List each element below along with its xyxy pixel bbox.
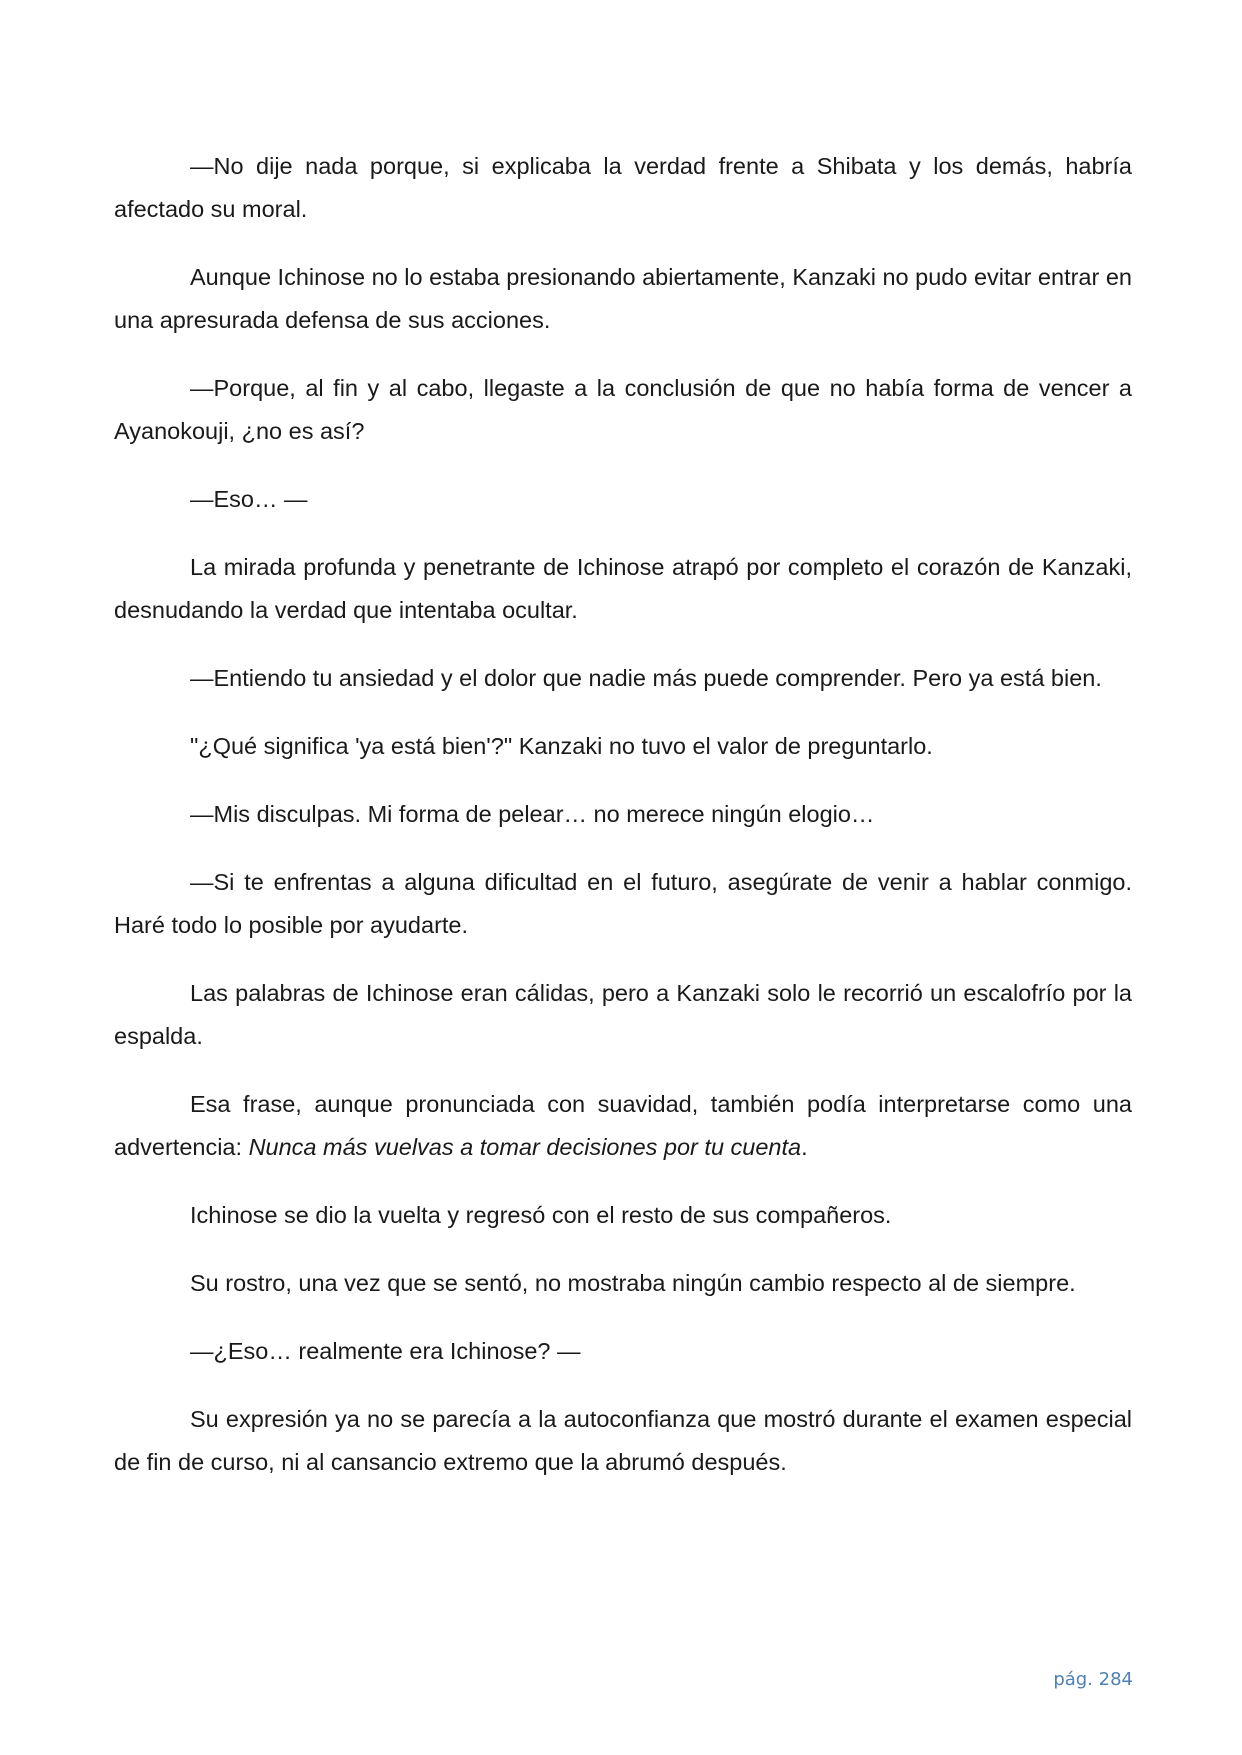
paragraph-text-before: Esa frase, aunque pronunciada con suavidad, también podía interpretarse como una advertencia:	[114, 1091, 1132, 1160]
paragraph: —No dije nada porque, si explicaba la verdad frente a Shibata y los demás, habría afectado su moral.	[114, 153, 1132, 222]
paragraph: —Porque, al fin y al cabo, llegaste a la conclusión de que no había forma de vencer a Ayanokouji, ¿no es así?	[114, 375, 1132, 444]
paragraph: Su expresión ya no se parecía a la autoconfianza que mostró durante el examen especial de fin de curso, ni al cansancio extremo que la abrumó después.	[114, 1406, 1132, 1475]
paragraph: Su rostro, una vez que se sentó, no mostraba ningún cambio respecto al de siempre.	[190, 1270, 1076, 1296]
paragraph-text-after: .	[801, 1134, 808, 1160]
page-number: pág. 284	[1053, 1669, 1133, 1690]
paragraph: —Entiendo tu ansiedad y el dolor que nadie más puede comprender. Pero ya está bien.	[190, 665, 1102, 691]
paragraph: Las palabras de Ichinose eran cálidas, pero a Kanzaki solo le recorrió un escalofrío por la espalda.	[114, 980, 1132, 1049]
paragraph-with-italic	[114, 1083, 1132, 1169]
paragraph: —Mis disculpas. Mi forma de pelear… no merece ningún elogio…	[190, 801, 875, 827]
paragraph: —¿Eso… realmente era Ichinose? —	[190, 1338, 581, 1364]
document-body	[114, 145, 1132, 1509]
paragraph: Ichinose se dio la vuelta y regresó con el resto de sus compañeros.	[190, 1202, 892, 1228]
paragraph: La mirada profunda y penetrante de Ichinose atrapó por completo el corazón de Kanzaki, desnudando la verdad que intentaba ocultar.	[114, 554, 1132, 623]
paragraph: —Eso… —	[190, 486, 308, 512]
italic-phrase: Nunca más vuelvas a tomar decisiones por tu cuenta	[248, 1134, 802, 1160]
paragraph: "¿Qué significa 'ya está bien'?" Kanzaki no tuvo el valor de preguntarlo.	[190, 733, 933, 759]
paragraph: —Si te enfrentas a alguna dificultad en el futuro, asegúrate de venir a hablar conmigo. Haré todo lo posible por ayudarte.	[114, 869, 1132, 938]
paragraph: Aunque Ichinose no lo estaba presionando abiertamente, Kanzaki no pudo evitar entrar en una apresurada defensa de sus acciones.	[114, 264, 1132, 333]
